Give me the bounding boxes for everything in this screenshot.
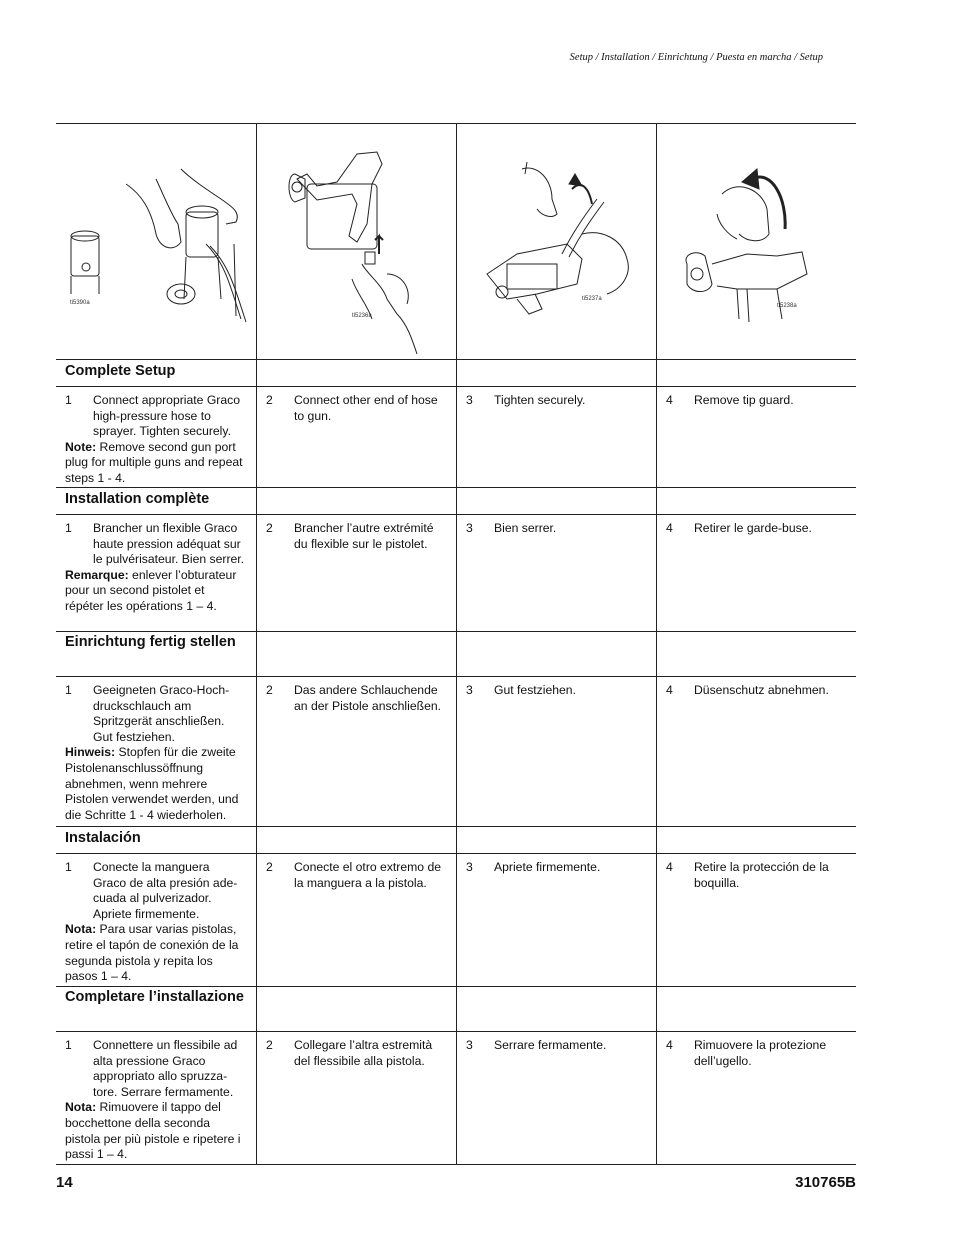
- empty-cell: [256, 488, 456, 514]
- step-number: 3: [466, 683, 473, 697]
- step-number: 3: [466, 521, 473, 535]
- step-number: 4: [666, 860, 673, 874]
- step-text: Brancher un flexible Graco haute pression adéquat sur le pulvérisateur. Bien serrer.: [93, 521, 245, 567]
- empty-cell: [256, 827, 456, 853]
- step-number: 3: [466, 860, 473, 874]
- step-3-en: [456, 387, 656, 487]
- note-text: Para usar varias pistolas, retire el tapón de conexión de la segunda pistola y repita los pasos 1 – 4.: [65, 922, 239, 984]
- document-number: 310765B: [795, 1174, 856, 1191]
- note-text: Remove second gun port plug for multiple guns and repeat steps 1 - 4.: [65, 439, 243, 485]
- step-number: 4: [666, 393, 673, 407]
- step-1-en: [56, 387, 256, 487]
- empty-cell: [456, 488, 656, 514]
- empty-cell: [656, 987, 856, 1031]
- steps-row-fr: [56, 515, 856, 632]
- step-number: 1: [65, 393, 72, 407]
- empty-cell: [456, 360, 656, 386]
- figure-cell-2: [256, 124, 456, 359]
- step-text: Brancher l’autre extrémité du flexible sur le pistolet.: [294, 521, 434, 551]
- empty-cell: [456, 987, 656, 1031]
- step-2-es: [256, 854, 456, 986]
- step-4-en: [656, 387, 856, 487]
- section-title-en: Complete Setup: [65, 363, 176, 379]
- step-text: Retirer le garde-buse.: [694, 521, 812, 535]
- step-4-de: [656, 677, 856, 826]
- step-4-fr: [656, 515, 856, 631]
- step-1-de: [56, 677, 256, 826]
- step-text: Rimuovere la protezione dell’ugello.: [694, 1038, 827, 1068]
- step-text: Conecte el otro extremo de la manguera a la pistola.: [294, 860, 442, 890]
- step-text: Gut festziehen.: [494, 683, 576, 697]
- empty-cell: [256, 360, 456, 386]
- step-2-de: [256, 677, 456, 826]
- steps-row-en: [56, 387, 856, 488]
- steps-row-es: [56, 854, 856, 987]
- step-1-es: [56, 854, 256, 986]
- step-note: [65, 1100, 246, 1162]
- step-4-it: [656, 1032, 856, 1164]
- step-number: 4: [666, 521, 673, 535]
- empty-cell: [656, 360, 856, 386]
- step-number: 4: [666, 1038, 673, 1052]
- figure-label-1: ti5390a: [70, 300, 90, 306]
- step-note: [65, 922, 246, 984]
- page-header-breadcrumb: Setup / Installation / Einrichtung / Puesta en marcha / Setup: [569, 52, 823, 63]
- step-text: Collegare l’altra estremità del flessibile alla pistola.: [294, 1038, 433, 1068]
- sprayer-hose-connection-illustration: [56, 124, 256, 359]
- note-label: Remarque:: [65, 567, 129, 582]
- step-3-de: [456, 677, 656, 826]
- section-title-row-es: [56, 827, 856, 854]
- illustration-row: [56, 124, 856, 360]
- note-label: Nota:: [65, 922, 97, 937]
- step-3-fr: [456, 515, 656, 631]
- step-text: Connect appropriate Graco high-pressure hose to sprayer. Tighten securely.: [93, 393, 241, 439]
- note-text: enlever l’obturateur pour un second pistolet et répéter les opérations 1 – 4.: [65, 567, 237, 613]
- step-text: Connettere un flessibile ad alta pressione Graco appropriato allo spruzza-tore. Serrare fermamente.: [93, 1038, 238, 1099]
- step-note: [65, 568, 246, 615]
- step-text: Connect other end of hose to gun.: [294, 393, 438, 423]
- step-text: Düsenschutz abnehmen.: [694, 683, 829, 697]
- section-title-es: Instalación: [65, 830, 141, 846]
- step-number: 2: [266, 683, 273, 697]
- step-number: 2: [266, 393, 273, 407]
- step-3-it: [456, 1032, 656, 1164]
- step-number: 4: [666, 683, 673, 697]
- note-text: Stopfen für die zweite Pistolenanschlussöffnung abnehmen, wenn mehrere Pistolen verwendet werden, und die Schritte 1 - 4 wiederholen.: [65, 745, 239, 822]
- setup-table: [56, 123, 856, 1165]
- section-title-row-fr: [56, 488, 856, 515]
- step-text: Conecte la manguera Graco de alta presión ade-cuada al pulverizador. Apriete firmemente.: [93, 860, 238, 921]
- step-text: Das andere Schlauchende an der Pistole anschließen.: [294, 683, 442, 713]
- step-number: 3: [466, 1038, 473, 1052]
- section-title-row-en: [56, 360, 856, 387]
- step-text: Serrare fermamente.: [494, 1038, 607, 1052]
- note-label: Nota:: [65, 1100, 97, 1115]
- step-number: 3: [466, 393, 473, 407]
- step-number: 2: [266, 521, 273, 535]
- figure-cell-1: [56, 124, 256, 359]
- step-note: [65, 440, 246, 487]
- empty-cell: [456, 827, 656, 853]
- note-label: Note:: [65, 439, 97, 454]
- step-text: Retire la protección de la boquilla.: [694, 860, 829, 890]
- figure-label-2: ti5236a: [352, 313, 372, 319]
- figure-label-4: ti5238a: [777, 303, 797, 309]
- steps-row-it: [56, 1032, 856, 1165]
- step-note: [65, 745, 246, 823]
- step-number: 1: [65, 1038, 72, 1052]
- section-title-row-de: [56, 632, 856, 677]
- step-1-it: [56, 1032, 256, 1164]
- step-number: 2: [266, 860, 273, 874]
- step-text: Geeigneten Graco-Hoch-druckschlauch am Spritzgerät anschließen. Gut festziehen.: [93, 683, 230, 744]
- step-text: Tighten securely.: [494, 393, 586, 407]
- section-title-row-it: [56, 987, 856, 1032]
- step-number: 1: [65, 860, 72, 874]
- note-text: Rimuovere il tappo del bocchettone della seconda pistola per più pistole e ripetere i passi 1 – 4.: [65, 1100, 241, 1162]
- steps-row-de: [56, 677, 856, 827]
- figure-cell-3: [456, 124, 656, 359]
- note-label: Hinweis:: [65, 745, 116, 760]
- empty-cell: [256, 632, 456, 676]
- section-title-de: Einrichtung fertig stellen: [65, 634, 236, 650]
- tighten-fitting-illustration: [457, 124, 657, 359]
- empty-cell: [656, 827, 856, 853]
- section-title-it: Completare l’installazione: [65, 989, 244, 1005]
- step-1-fr: [56, 515, 256, 631]
- empty-cell: [656, 632, 856, 676]
- step-number: 1: [65, 521, 72, 535]
- page-number: 14: [56, 1174, 73, 1191]
- step-4-es: [656, 854, 856, 986]
- figure-label-3: ti5237a: [582, 296, 602, 302]
- empty-cell: [456, 632, 656, 676]
- step-2-fr: [256, 515, 456, 631]
- step-2-it: [256, 1032, 456, 1164]
- step-2-en: [256, 387, 456, 487]
- step-number: 1: [65, 683, 72, 697]
- step-text: Apriete firmemente.: [494, 860, 601, 874]
- step-text: Remove tip guard.: [694, 393, 794, 407]
- hose-to-gun-illustration: [257, 124, 457, 359]
- step-3-es: [456, 854, 656, 986]
- figure-cell-4: [656, 124, 856, 359]
- section-title-fr: Installation complète: [65, 491, 210, 507]
- step-text: Bien serrer.: [494, 521, 557, 535]
- remove-tip-guard-illustration: [657, 124, 857, 359]
- step-number: 2: [266, 1038, 273, 1052]
- empty-cell: [656, 488, 856, 514]
- empty-cell: [256, 987, 456, 1031]
